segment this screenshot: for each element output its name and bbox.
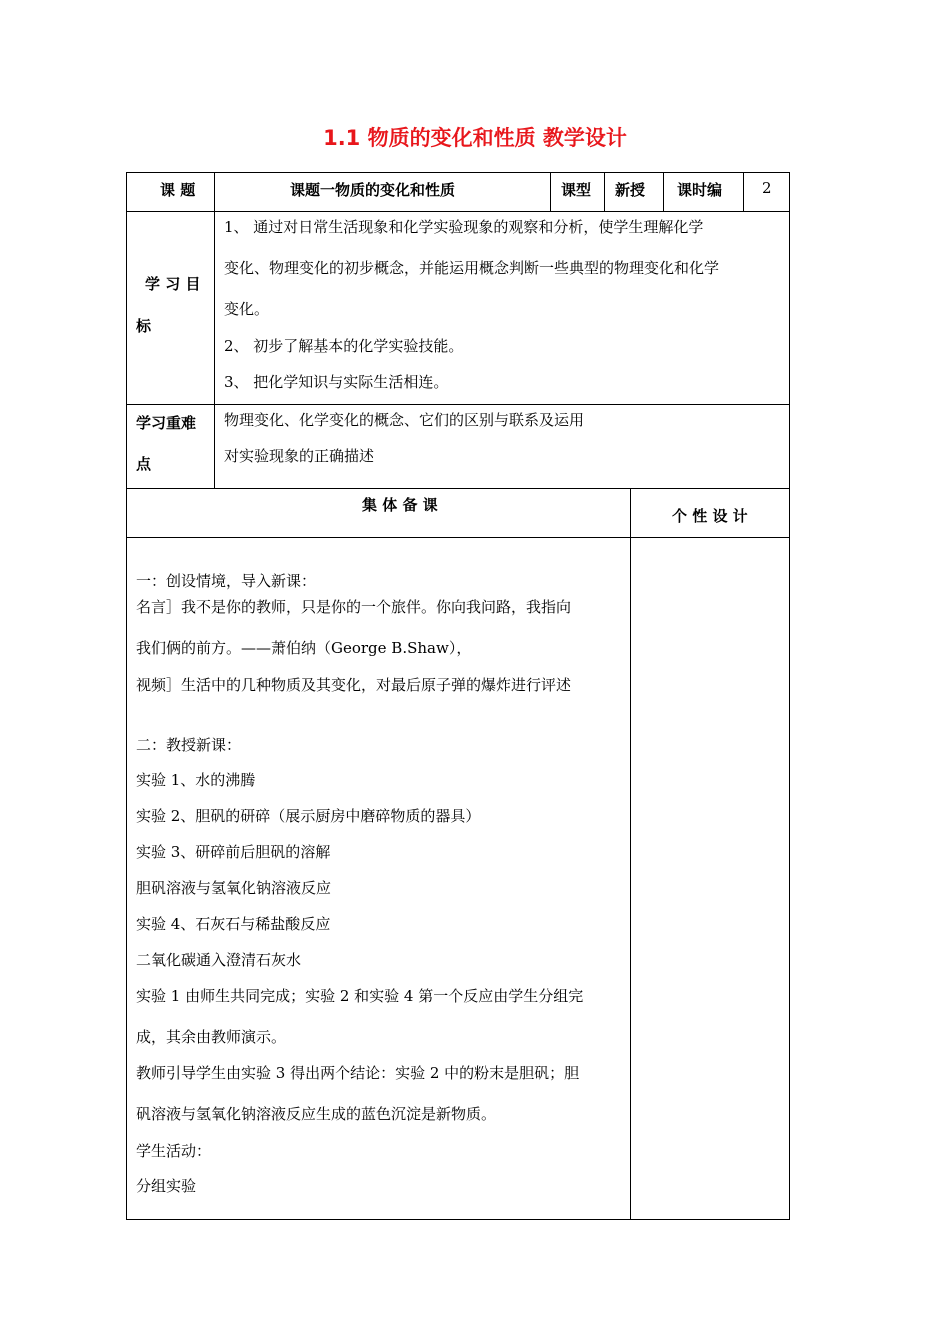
- body-line: 视频］生活中的几种物质及其变化，对最后原子弹的爆炸进行评述: [136, 676, 572, 694]
- objectives-label: 学 习 目: [145, 275, 201, 293]
- body-line: 学生活动：: [136, 1142, 212, 1160]
- objectives-label-cont: 标: [136, 317, 152, 335]
- divider: [126, 211, 215, 405]
- body-line: 二：教授新课：: [136, 736, 242, 754]
- topic-label: 课 题: [160, 181, 196, 199]
- body-line: 实验 4、石灰石与稀盐酸反应: [136, 915, 331, 933]
- key-point-line: 物理变化、化学变化的概念、它们的区别与联系及运用: [224, 411, 585, 429]
- body-line: 教师引导学生由实验 3 得出两个结论：实验 2 中的粉末是胆矾；胆: [136, 1064, 580, 1082]
- body-line: 我们俩的前方。——萧伯纳（George B.Shaw），: [136, 639, 472, 657]
- objective-line: 变化。: [224, 300, 270, 318]
- body-line: 实验 1 由师生共同完成；实验 2 和实验 4 第一个反应由学生分组完: [136, 987, 584, 1005]
- body-line: 二氧化碳通入澄清石灰水: [136, 951, 302, 969]
- body-line: 名言］我不是你的教师，只是你的一个旅伴。你向我问路，我指向: [136, 598, 572, 616]
- topic-value: 课题一物质的变化和性质: [290, 181, 456, 199]
- body-line: 一：创设情境，导入新课：: [136, 572, 317, 590]
- objective-line: 变化、物理变化的初步概念，并能运用概念判断一些典型的物理变化和化学: [224, 259, 720, 277]
- period-value: 2: [762, 179, 772, 197]
- collective-prep-header: 集 体 备 课: [362, 496, 438, 514]
- lesson-type-label: 课型: [561, 181, 592, 199]
- body-line: 实验 3、研碎前后胆矾的溶解: [136, 843, 331, 861]
- period-label: 课时编: [677, 181, 723, 199]
- key-point-line: 对实验现象的正确描述: [224, 447, 375, 465]
- body-line: 成，其余由教师演示。: [136, 1028, 287, 1046]
- document-title: 1.1 物质的变化和性质 教学设计: [323, 126, 627, 150]
- body-line: 实验 2、胆矾的研碎（展示厨房中磨碎物质的器具）: [136, 807, 481, 825]
- body-line: 胆矾溶液与氢氧化钠溶液反应: [136, 879, 332, 897]
- objective-line: 1、 通过对日常生活现象和化学实验现象的观察和分析，使学生理解化学: [224, 218, 704, 236]
- objective-line: 2、 初步了解基本的化学实验技能。: [224, 337, 464, 355]
- key-points-label: 学习重难: [136, 414, 197, 432]
- lesson-type-value: 新授: [615, 181, 646, 199]
- personal-design-header: 个 性 设 计: [672, 507, 748, 525]
- key-points-label-cont: 点: [136, 455, 152, 473]
- body-line: 矾溶液与氢氧化钠溶液反应生成的蓝色沉淀是新物质。: [136, 1105, 497, 1123]
- body-line: 分组实验: [136, 1177, 197, 1195]
- objective-line: 3、 把化学知识与实际生活相连。: [224, 373, 449, 391]
- body-line: 实验 1、水的沸腾: [136, 771, 256, 789]
